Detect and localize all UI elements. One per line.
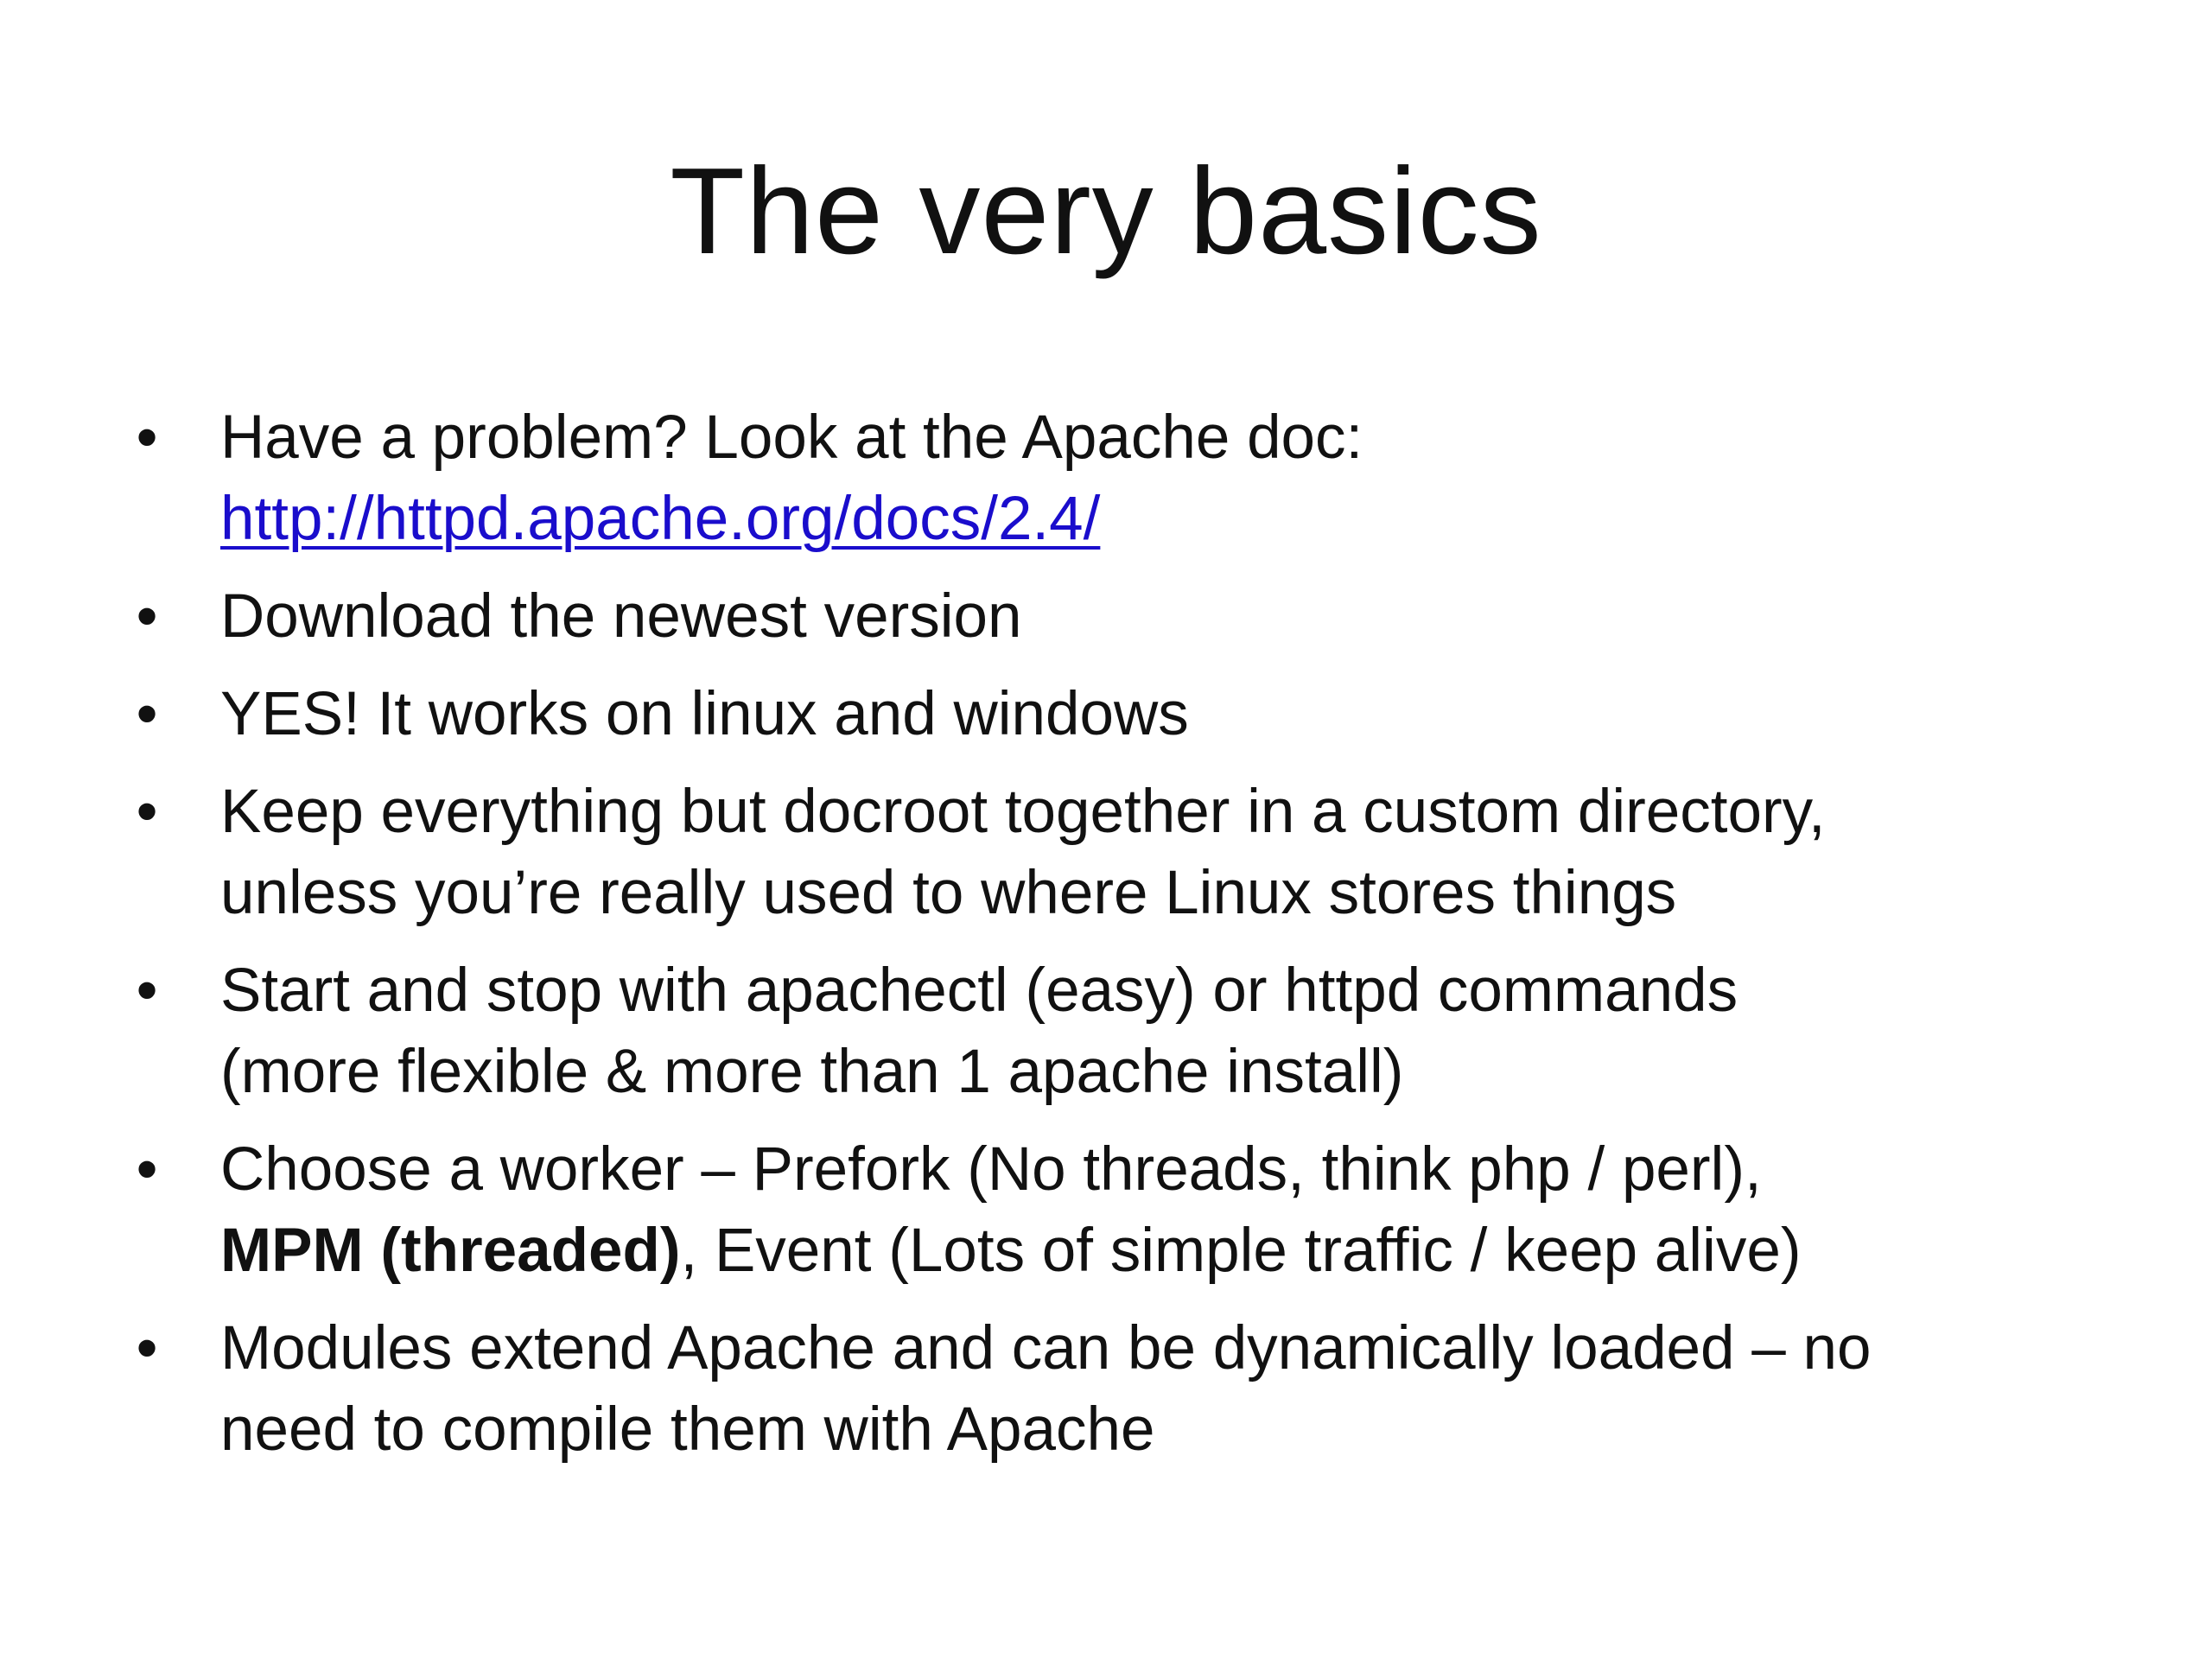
apache-docs-link[interactable]: http://httpd.apache.org/docs/2.4/ xyxy=(220,485,1101,553)
bullet-dot-icon: • xyxy=(136,680,158,748)
bullet-dot-icon: • xyxy=(136,778,158,846)
bullet-item xyxy=(130,772,2100,934)
bullet-list xyxy=(130,397,2100,1487)
bullet-text: Start and stop with apachectl (easy) or httpd commands xyxy=(220,957,1738,1025)
bullet-dot-icon: • xyxy=(136,404,158,472)
bold-text-mpm: MPM (threaded) xyxy=(220,1217,681,1285)
bullet-text-rest: , Event (Lots of simple traffic / keep alive) xyxy=(680,1217,1802,1285)
bullet-item xyxy=(130,1129,2100,1292)
bullet-dot-icon: • xyxy=(136,1135,158,1204)
bullet-item xyxy=(130,576,2100,658)
bullet-dot-icon: • xyxy=(136,1314,158,1382)
bullet-text-continued: need to compile them with Apache xyxy=(220,1395,1155,1464)
bullet-text: Choose a worker – Prefork (No threads, think php / perl), xyxy=(220,1135,1762,1204)
bullet-text: Keep everything but docroot together in a custom directory, xyxy=(220,778,1826,846)
bullet-text-continued xyxy=(220,1211,2100,1292)
bullet-dot-icon: • xyxy=(136,957,158,1025)
bullet-dot-icon: • xyxy=(136,582,158,651)
bullet-item xyxy=(130,674,2100,755)
bullet-text-continued: unless you’re really used to where Linux stores things xyxy=(220,859,1677,927)
bullet-item xyxy=(130,950,2100,1113)
bullet-text-continued: (more flexible & more than 1 apache install) xyxy=(220,1038,1404,1106)
bullet-item xyxy=(130,1308,2100,1471)
slide-title: The very basics xyxy=(670,143,1542,280)
bullet-text: Modules extend Apache and can be dynamically loaded – no xyxy=(220,1314,1872,1382)
bullet-item xyxy=(130,397,2100,560)
bullet-text: Have a problem? Look at the Apache doc: xyxy=(220,404,1363,472)
bullet-text: Download the newest version xyxy=(220,582,1022,651)
bullet-text: YES! It works on linux and windows xyxy=(220,680,1189,748)
